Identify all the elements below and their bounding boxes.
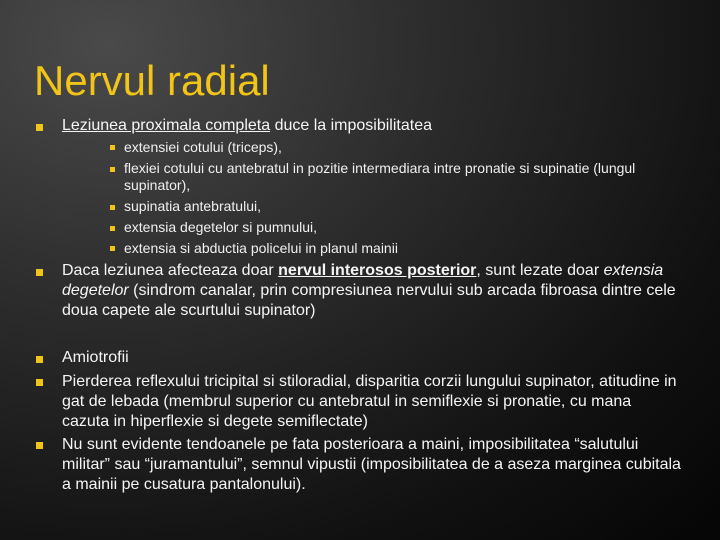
bullet-square-icon (110, 145, 115, 150)
bullet-square-icon (110, 246, 115, 251)
paragraph-text: (sindrom canalar, prin compresiunea nervului sub arcada fibroasa dintre cele doua capete ale scurtului supinator) (62, 282, 676, 319)
paragraph-text: Daca leziunea afecteaza doar (62, 262, 279, 279)
sub-item: extensia degetelor si pumnului, (124, 219, 318, 235)
bullet-square-icon (110, 226, 115, 231)
bullet-square-icon (36, 442, 43, 449)
bullet-square-icon (36, 356, 43, 363)
paragraph-reflexes: Pierderea reflexului tricipital si stiloradial, disparitia corzii lungului supinator, atitudine in gat de lebada (membrul superior cu antebratul in semiflexie si pronatie, cu mana cazuta in hiperflexie si degete semiflectate) (62, 373, 677, 430)
paragraph-text: duce la imposibilitatea (270, 117, 432, 134)
paragraph-tendons: Nu sunt evidente tendoanele pe fata posterioara a maini, imposibilitatea “salutului militar” sau “juramantului”, semnul vipustii (imposibilitatea de a aseza marginea cubitala a mainii pe cusatura pantalonului). (62, 436, 681, 493)
italic-term: extensia degetelor (62, 262, 664, 299)
bullet-square-icon (110, 167, 115, 172)
bullet-square-icon (36, 269, 43, 276)
sub-item: supinatia antebratului, (124, 198, 261, 214)
bullet-square-icon (110, 205, 115, 210)
underlined-term: nervul interosos posterior (278, 262, 477, 279)
paragraph-interosseous (62, 261, 682, 321)
bullet-square-icon (36, 379, 43, 386)
sub-item: extensia si abductia policelui in planul mainii (124, 240, 398, 256)
paragraph-amyotrophy: Amiotrofii (62, 349, 129, 366)
paragraph-text: , sunt lezate doar (476, 262, 604, 279)
paragraph-proximal-lesion (62, 116, 682, 136)
sub-item: extensiei cotului (triceps), (124, 139, 282, 155)
sub-item: flexiei cotului cu antebratul in pozitie intermediara intre pronatie si supinatie (lungul supinator), (124, 160, 636, 193)
bullet-square-icon (36, 124, 43, 131)
slide-title: Nervul radial (34, 57, 270, 104)
underlined-term: Leziunea proximala completa (62, 117, 271, 134)
